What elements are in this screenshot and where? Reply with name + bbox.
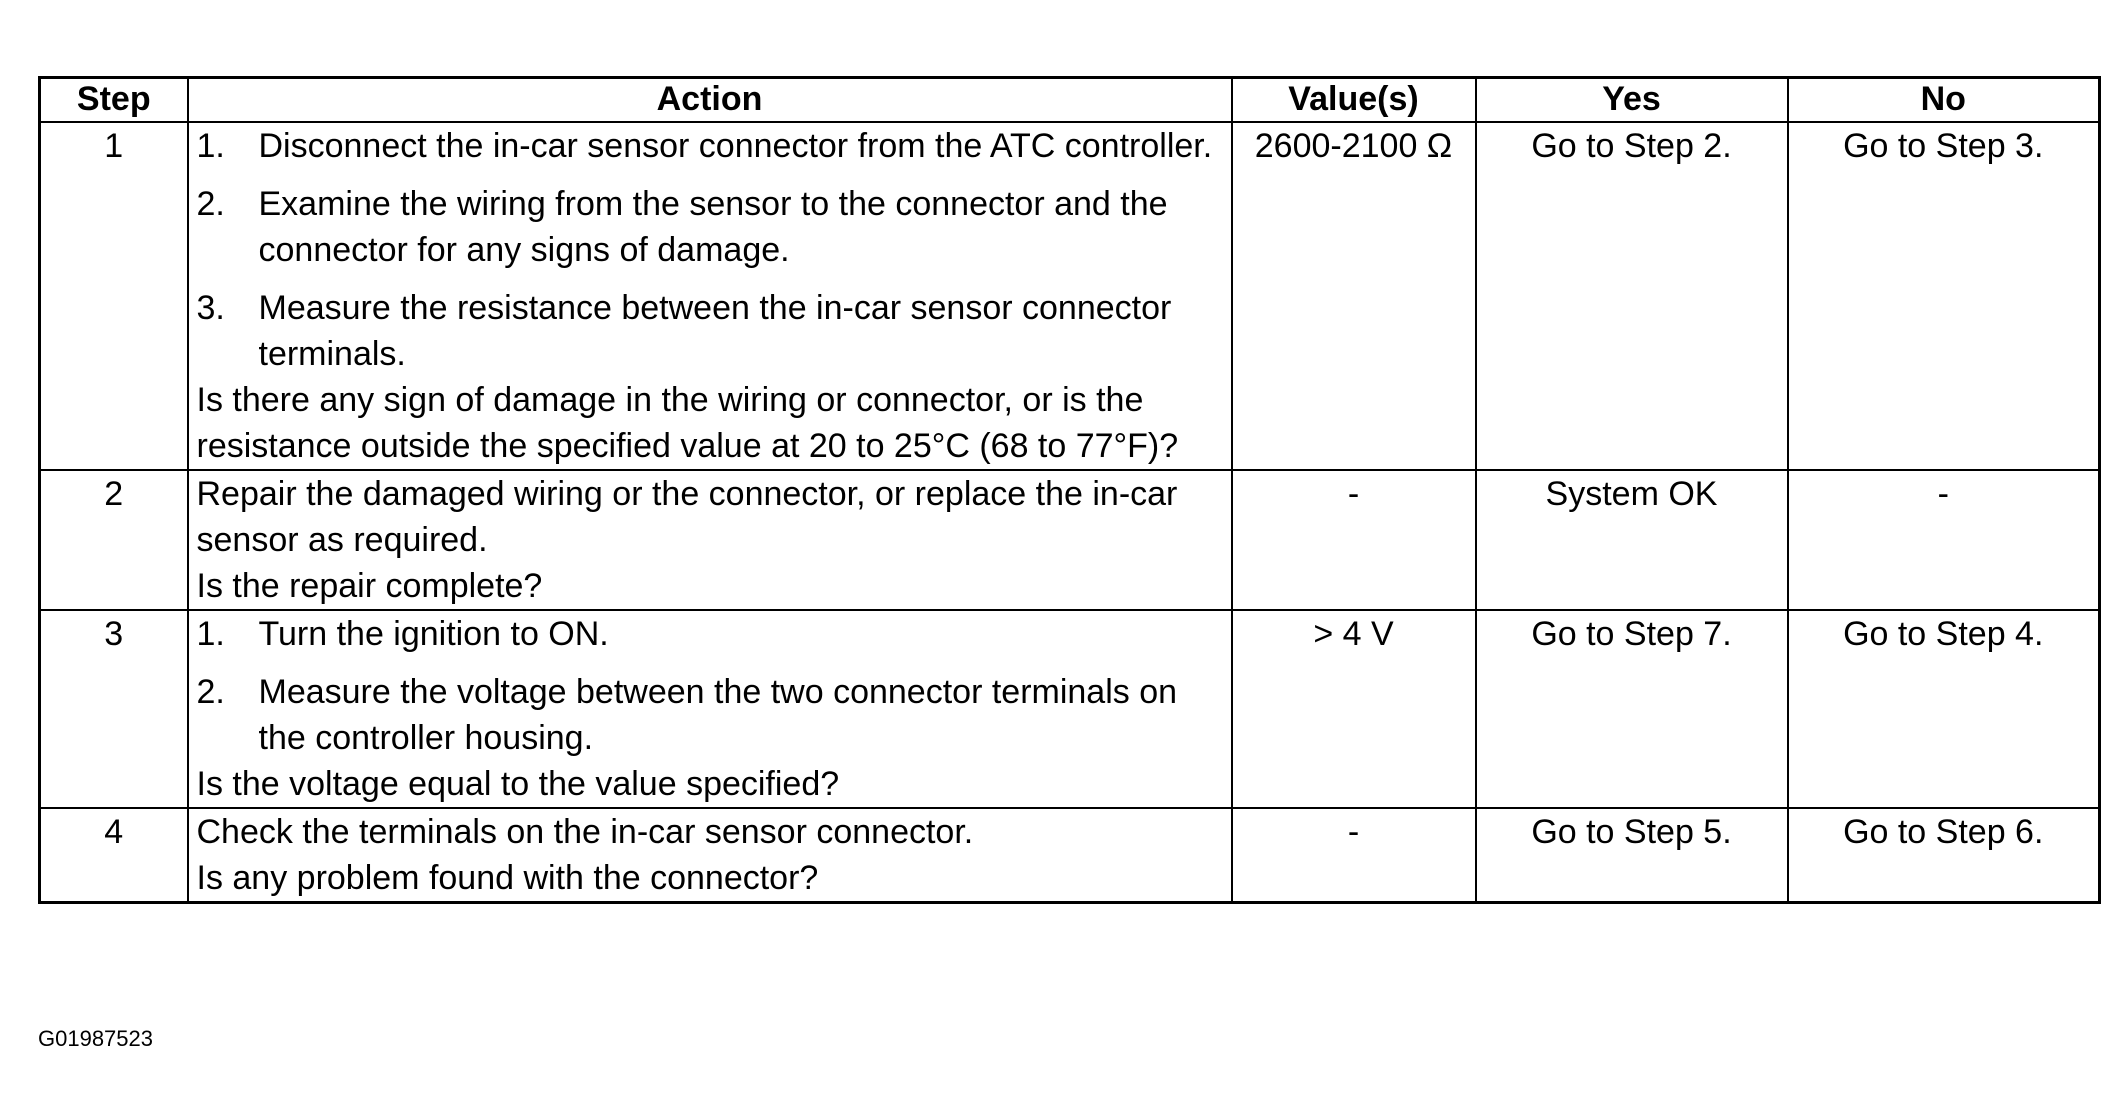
action-text: Check the terminals on the in-car sensor connector. <box>196 813 974 851</box>
action-step-text: Measure the voltage between the two connector terminals on the controller housing. <box>258 673 1178 757</box>
header-action: Action <box>188 78 1232 123</box>
value-cell: - <box>1232 808 1476 903</box>
table-row <box>40 610 2100 808</box>
yes-cell: Go to Step 2. <box>1476 122 1788 470</box>
step-number: 3 <box>40 610 188 808</box>
action-step <box>197 285 1223 377</box>
step-number: 4 <box>40 808 188 903</box>
header-values: Value(s) <box>1232 78 1476 123</box>
yes-cell: System OK <box>1476 470 1788 610</box>
value-cell: - <box>1232 470 1476 610</box>
no-cell: - <box>1788 470 2100 610</box>
action-question: Is the voltage equal to the value specified? <box>196 765 840 803</box>
action-step-text: Turn the ignition to ON. <box>258 615 609 653</box>
action-step <box>197 611 1223 657</box>
action-question: Is the repair complete? <box>196 567 543 605</box>
action-step <box>197 181 1223 273</box>
header-row <box>40 78 2100 123</box>
table-row <box>40 470 2100 610</box>
header-step: Step <box>40 78 188 123</box>
action-step <box>197 669 1223 761</box>
action-step-number: 2. <box>196 185 225 223</box>
value-cell: 2600-2100 Ω <box>1232 122 1476 470</box>
action-cell <box>188 610 1232 808</box>
yes-cell: Go to Step 5. <box>1476 808 1788 903</box>
step-number: 2 <box>40 470 188 610</box>
value-cell: > 4 V <box>1232 610 1476 808</box>
action-step <box>197 123 1223 169</box>
action-steps <box>197 611 1223 761</box>
action-step-number: 1. <box>196 615 225 653</box>
table-row <box>40 122 2100 470</box>
action-steps <box>197 123 1223 377</box>
no-cell: Go to Step 4. <box>1788 610 2100 808</box>
header-yes: Yes <box>1476 78 1788 123</box>
header-no: No <box>1788 78 2100 123</box>
step-number: 1 <box>40 122 188 470</box>
action-step-number: 3. <box>196 289 225 327</box>
action-cell <box>188 808 1232 903</box>
table-row <box>40 808 2100 903</box>
action-question: Is any problem found with the connector? <box>196 859 819 897</box>
no-cell: Go to Step 6. <box>1788 808 2100 903</box>
action-cell <box>188 122 1232 470</box>
yes-cell: Go to Step 7. <box>1476 610 1788 808</box>
action-step-number: 1. <box>196 127 225 165</box>
no-cell: Go to Step 3. <box>1788 122 2100 470</box>
action-question: Is there any sign of damage in the wiring or connector, or is the resistance outside the specified value at 20 to 25°C (68 to 77°F)? <box>196 381 1179 465</box>
action-cell <box>188 470 1232 610</box>
action-step-text: Examine the wiring from the sensor to the connector and the connector for any signs of damage. <box>258 185 1168 269</box>
action-text: Repair the damaged wiring or the connector, or replace the in-car sensor as required. <box>196 475 1178 559</box>
figure-id: G01987523 <box>38 1026 153 1051</box>
action-step-text: Disconnect the in-car sensor connector from the ATC controller. <box>258 127 1213 165</box>
diagnostic-table <box>38 76 2101 904</box>
action-step-number: 2. <box>196 673 225 711</box>
action-step-text: Measure the resistance between the in-car sensor connector terminals. <box>258 289 1172 373</box>
